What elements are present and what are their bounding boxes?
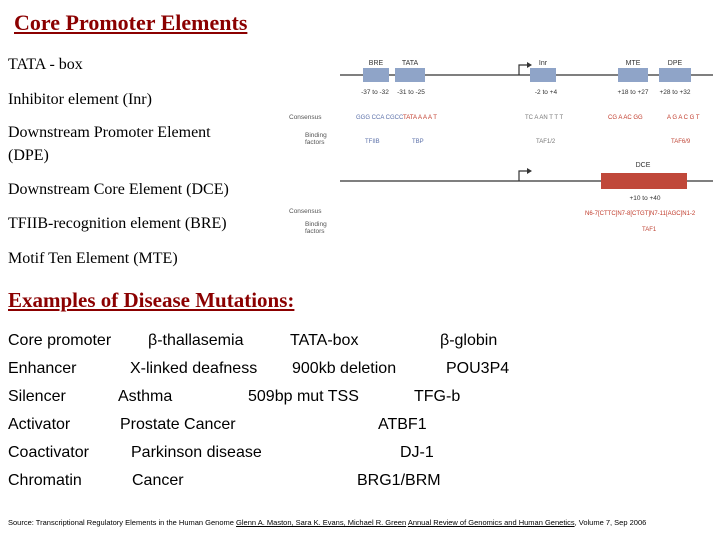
row-mutation-silencer: 509bp mut TSS — [248, 388, 359, 405]
tata-box — [395, 68, 425, 82]
inr-consensus: TC A AN T T T — [525, 115, 564, 121]
bre-consensus: GGG CCA CGCC — [356, 115, 404, 121]
dpe-box — [659, 68, 691, 82]
taf1-factor: TAF1 — [642, 227, 657, 233]
tata-consensus: TATA A A A T — [403, 115, 437, 121]
dce-consensus: N6-7[CTTC]N7-8[CTGT]N7-11[AGC]N1-2 — [585, 211, 696, 217]
row-mutation-core-promoter: TATA-box — [290, 332, 359, 349]
element-mte: Motif Ten Element (MTE) — [8, 250, 178, 267]
element-dpe: Downstream Promoter Element — [8, 124, 211, 141]
mte-box — [618, 68, 648, 82]
tata-position: -31 to -25 — [397, 89, 425, 96]
dce-box — [601, 173, 687, 189]
row-disease-silencer: Asthma — [118, 388, 173, 405]
source-citation — [8, 518, 646, 527]
binding-label-lower: Binding — [305, 221, 327, 228]
examples-title: Examples of Disease Mutations: — [8, 288, 295, 312]
element-dpe-abbr: (DPE) — [8, 147, 49, 164]
bre-label: BRE — [368, 60, 384, 67]
row-disease-coactivator: Parkinson disease — [131, 444, 262, 461]
mte-position: +18 to +27 — [617, 89, 649, 96]
consensus-label-lower: Consensus — [289, 208, 322, 215]
inr-label: Inr — [538, 60, 548, 67]
row-label-silencer: Silencer — [8, 388, 66, 405]
dpe-consensus: A G A C G T — [667, 115, 700, 121]
tfiib-factor: TFIIB — [365, 139, 380, 145]
core-promoter-diagram — [285, 55, 715, 245]
row-label-chromatin: Chromatin — [8, 472, 82, 489]
element-dce: Downstream Core Element (DCE) — [8, 181, 229, 198]
taf12-factor: TAF1/2 — [536, 139, 556, 145]
element-inr: Inhibitor element (Inr) — [8, 91, 152, 108]
bre-position: -37 to -32 — [361, 89, 389, 96]
binding-label: Binding — [305, 132, 327, 139]
consensus-label: Consensus — [289, 114, 322, 121]
row-gene-core-promoter: β-globin — [440, 332, 498, 349]
row-label-core-promoter: Core promoter — [8, 332, 112, 349]
row-disease-enhancer: X-linked deafness — [130, 360, 258, 377]
row-gene-silencer: TFG-b — [414, 388, 461, 405]
inr-box — [530, 68, 556, 82]
row-disease-activator: Prostate Cancer — [120, 416, 236, 433]
bre-box — [363, 68, 389, 82]
mte-consensus: CG A AC GG — [608, 115, 643, 121]
inr-position: -2 to +4 — [534, 89, 558, 96]
source-prefix: Source: Transcriptional Regulatory Elements in the Human Genome — [8, 518, 234, 527]
source-suffix: , Volume 7, Sep 2006 — [574, 518, 647, 527]
row-disease-core-promoter: β-thallasemia — [148, 332, 244, 349]
row-mutation-enhancer: 900kb deletion — [292, 360, 397, 377]
element-tata-box: TATA - box — [8, 56, 83, 73]
source-authors-link[interactable]: Glenn A. Maston, Sara K. Evans, Michael R. Green — [236, 518, 407, 527]
dce-position: +10 to +40 — [629, 195, 661, 202]
element-bre: TFIIB-recognition element (BRE) — [8, 215, 227, 232]
row-gene-chromatin: BRG1/BRM — [357, 472, 441, 489]
dpe-position: +28 to +32 — [659, 89, 691, 96]
row-gene-activator: ATBF1 — [378, 416, 427, 433]
page-title: Core Promoter Elements — [14, 10, 248, 35]
row-label-coactivator: Coactivator — [8, 444, 89, 461]
tata-label: TATA — [401, 60, 419, 67]
dce-label: DCE — [635, 162, 651, 169]
row-disease-chromatin: Cancer — [132, 472, 184, 489]
taf69-factor: TAF6/9 — [671, 139, 691, 145]
row-label-enhancer: Enhancer — [8, 360, 77, 377]
factors-label-lower: factors — [305, 228, 325, 235]
tbp-factor: TBP — [412, 139, 424, 145]
factors-label: factors — [305, 139, 325, 146]
dpe-label: DPE — [667, 60, 683, 67]
mte-label: MTE — [625, 60, 641, 67]
row-label-activator: Activator — [8, 416, 71, 433]
row-gene-enhancer: POU3P4 — [446, 360, 510, 377]
row-gene-coactivator: DJ-1 — [400, 444, 434, 461]
source-journal-link[interactable]: Annual Review of Genomics and Human Genetics — [407, 518, 575, 527]
